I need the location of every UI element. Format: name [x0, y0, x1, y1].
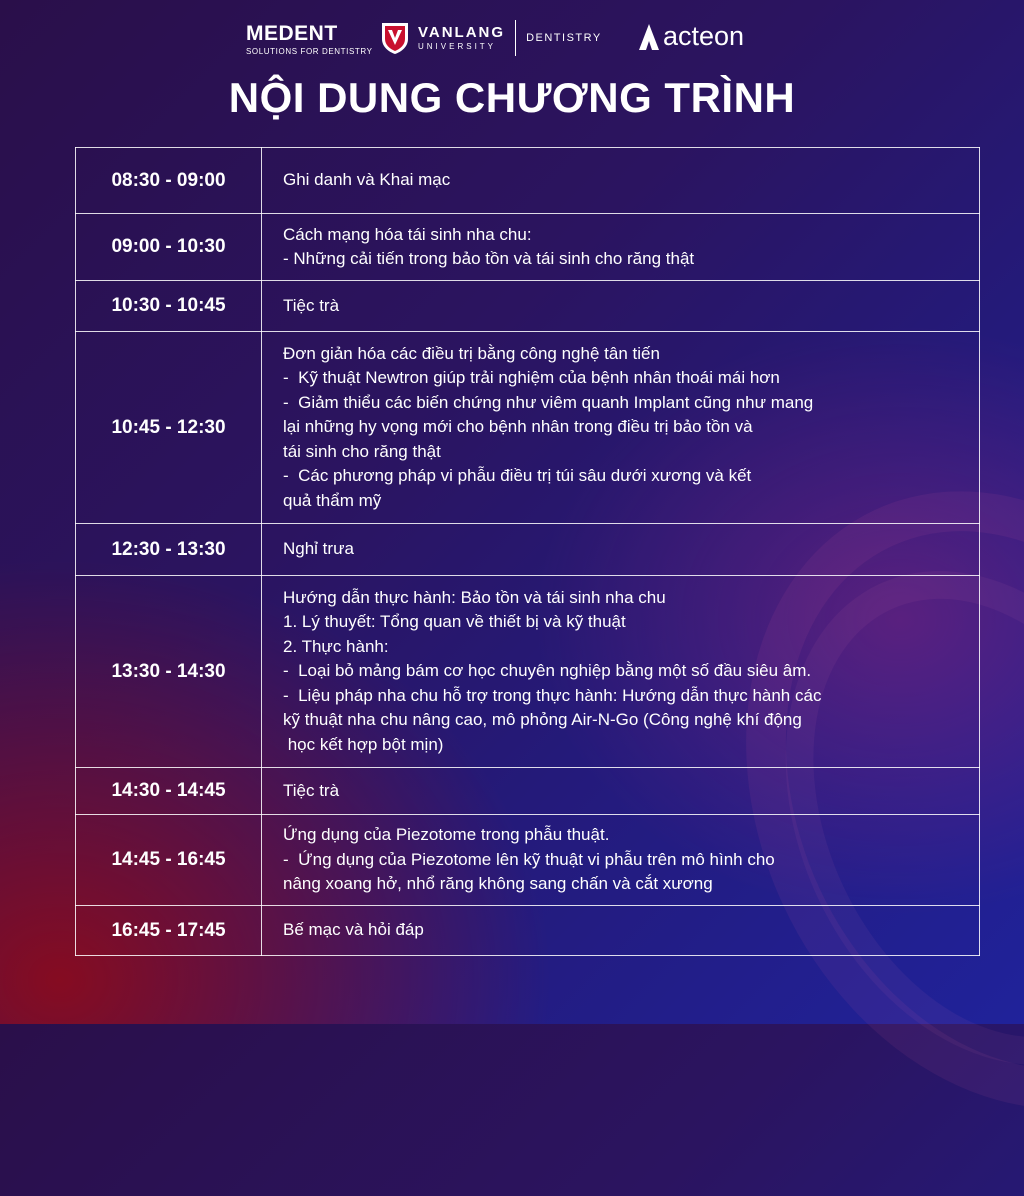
schedule-row [76, 214, 980, 281]
schedule-description-line: 2. Thực hành: [283, 636, 389, 656]
schedule-description [262, 906, 980, 956]
schedule-description [262, 332, 980, 524]
schedule-table [75, 147, 980, 956]
schedule-description-line: tái sinh cho răng thật [283, 441, 441, 461]
schedule-description-line: quả thẩm mỹ [283, 490, 382, 510]
schedule-row [76, 281, 980, 332]
schedule-description-line: Nghỉ trưa [283, 539, 354, 559]
schedule-time: 09:00 - 10:30 [76, 214, 262, 281]
schedule-row [76, 815, 980, 906]
schedule-description-line: Đơn giản hóa các điều trị bằng công nghệ tân tiến [283, 343, 660, 363]
dentistry-label: DENTISTRY [526, 32, 602, 44]
schedule-description-line: Hướng dẫn thực hành: Bảo tồn và tái sinh nha chu [283, 587, 666, 607]
schedule-description-line: Ứng dụng của Piezotome trong phẫu thuật. [283, 825, 610, 845]
schedule-time: 14:30 - 14:45 [76, 768, 262, 815]
schedule-description-line: - Kỹ thuật Newtron giúp trải nghiệm của bệnh nhân thoái mái hơn [283, 368, 780, 388]
medent-logo [246, 22, 373, 56]
schedule-description-line: - Loại bỏ mảng bám cơ học chuyên nghiệp bằng một số đầu siêu âm. [283, 661, 812, 681]
schedule-description-line: - Liệu pháp nha chu hỗ trợ trong thực hành: Hướng dẫn thực hành các [283, 685, 822, 705]
schedule-description [262, 214, 980, 281]
acteon-triangle-icon [638, 23, 660, 51]
schedule-description [262, 524, 980, 576]
schedule-description [262, 576, 980, 768]
schedule-time: 10:45 - 12:30 [76, 332, 262, 524]
schedule-row [76, 906, 980, 956]
schedule-time: 14:45 - 16:45 [76, 815, 262, 906]
vanlang-shield-icon [380, 21, 410, 55]
schedule-time: 12:30 - 13:30 [76, 524, 262, 576]
logo-bar [0, 18, 1024, 62]
schedule-description [262, 768, 980, 815]
schedule-description-line: nâng xoang hở, nhổ răng không sang chấn và cắt xương [283, 874, 713, 894]
schedule-description-line: - Các phương pháp vi phẫu điều trị túi sâu dưới xương và kết [283, 466, 752, 486]
vanlang-logo-name: VANLANG [418, 24, 506, 41]
schedule-body [76, 148, 980, 956]
schedule-description-line: Tiệc trà [283, 780, 340, 800]
page-title: NỘI DUNG CHƯƠNG TRÌNH [228, 74, 796, 121]
medent-logo-name: MEDENT [246, 22, 338, 45]
acteon-logo-name: acteon [663, 21, 745, 51]
schedule-time: 08:30 - 09:00 [76, 148, 262, 214]
schedule-description-line: lại những hy vọng mới cho bệnh nhân trong điều trị bảo tồn và [283, 417, 753, 437]
schedule-description-line: Cách mạng hóa tái sinh nha chu: [283, 224, 532, 244]
schedule-description-line: 1. Lý thuyết: Tổng quan về thiết bị và kỹ thuật [283, 612, 626, 632]
schedule-description-line: Ghi danh và Khai mạc [283, 170, 451, 190]
schedule-row [76, 524, 980, 576]
medent-logo-tagline: SOLUTIONS FOR DENTISTRY [246, 47, 373, 56]
schedule-description-line: Bế mạc và hỏi đáp [283, 920, 424, 940]
schedule-time: 16:45 - 17:45 [76, 906, 262, 956]
schedule-description [262, 148, 980, 214]
schedule-description-line: - Giảm thiểu các biến chứng như viêm quanh Implant cũng như mang [283, 392, 814, 412]
schedule-description [262, 815, 980, 906]
schedule-description-line: - Những cải tiến trong bảo tồn và tái sinh cho răng thật [283, 249, 695, 268]
logo-divider [515, 20, 516, 56]
vanlang-logo [380, 20, 602, 56]
schedule-row [76, 148, 980, 214]
schedule-description-line: học kết hợp bột mịn) [283, 734, 444, 754]
schedule-description-line: Tiệc trà [283, 295, 340, 315]
schedule-row [76, 332, 980, 524]
vanlang-logo-sub: UNIVERSITY [418, 42, 497, 51]
acteon-logo [638, 21, 744, 52]
schedule-row [76, 768, 980, 815]
schedule-time: 10:30 - 10:45 [76, 281, 262, 332]
schedule-description [262, 281, 980, 332]
schedule-description-line: kỹ thuật nha chu nâng cao, mô phỏng Air-N-Go (Công nghệ khí động [283, 710, 802, 730]
schedule-row [76, 576, 980, 768]
schedule-description-line: - Ứng dụng của Piezotome lên kỹ thuật vi phẫu trên mô hình cho [283, 849, 775, 869]
schedule-time: 13:30 - 14:30 [76, 576, 262, 768]
